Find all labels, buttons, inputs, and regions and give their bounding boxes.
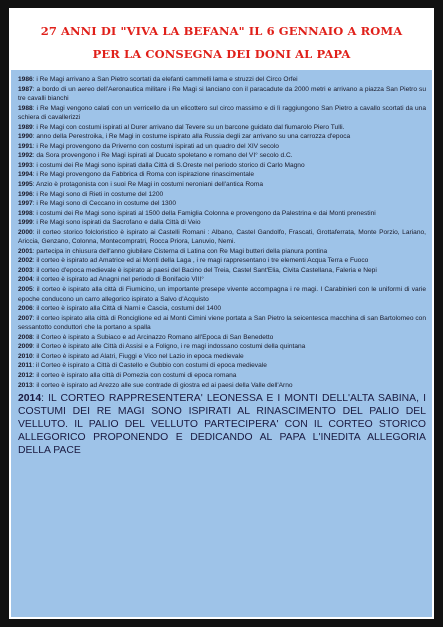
entry-year: 1994 [18,171,33,179]
entry-year: 1999 [18,219,33,227]
entry-text: : il corteo d'epoca medievale è ispirato ai paesi del Bacino del Treia, Castel Sant'Elia, Civita Castellana, Faleria e Nepi [32,266,377,274]
entry-text: : il corteo è ispirato ad Arezzo alle sue contrade di giostra ed ai paesi della Valle dell'Arno [32,381,293,389]
entry-year: 2011 [18,362,33,370]
chronology-entry [18,352,426,362]
entry-year: 1997 [18,200,33,208]
entry-text: : il corteo è ispirato alla città di Fiumicino, un importante presepe vivente accompagna i re magi. I Carabinieri con le uniformi di varie epoche conducono un carro allegorico ispirato a Salvo d'Acquisto [18,286,426,303]
entry-year: 2001 [18,247,33,255]
chronology-entry [18,170,426,180]
final-entry [18,392,426,457]
entry-text: : partecipa in chiusura dell'anno giubilare Cisterna di Latina con Re Magi butteri della pianura pontina [32,247,328,255]
entry-text: : il Corteo è ispirato a Città di Castello e Gubbio con costumi di epoca medievale [32,362,267,370]
entry-text: : i Re Magi sono di Ceccano in costume del 1300 [32,200,176,208]
chronology-entry [18,218,426,228]
entry-year: 1996 [18,190,33,198]
chronology-entry [18,75,426,85]
chronology-entry [18,228,426,247]
entry-text: : il corteo ispirato alla città di Ronciglione ed ai Monti Cimini viene portata a San Pietro la seicentesca macchina di san Bartolomeo con sessantotto conduttori che la portano a spalla [18,314,426,332]
entry-year: 1989 [18,123,33,131]
entry-text: : i Re Magi sono ispirati da Sacrofano e dalla Città di Veio [32,219,201,227]
entry-year: 1986 [18,76,33,83]
chronology-entry [18,199,426,209]
chronology-entry [18,333,426,343]
entry-year: 2004 [18,276,33,284]
entry-year: 2003 [18,266,33,274]
chronology-entry [18,361,426,371]
final-entry-year: 2014 [18,393,42,405]
entry-text: : i costumi dei Re Magi sono ispirati dalla Città di S.Oreste nel periodo storico di Carlo Magno [32,161,305,169]
entry-year: 2012 [18,371,33,379]
chronology-entry [18,132,426,142]
chronology-entry [18,104,426,123]
entry-text: : il Corteo è ispirato a Subiaco e ad Arcinazzo Romano all'Epoca di San Benedetto [32,333,274,341]
chronology-entry [18,275,426,285]
entry-year: 1988 [18,104,33,112]
entry-year: 1998 [18,209,33,217]
chronology-entry [18,314,426,333]
entry-text: : i Re Magi vengono calati con un verricello da un elicottero sul circo massimo e di lì raggiungono San Pietro a cavallo scortati da una schiera di cavallerizzi [18,104,426,122]
entry-text: : il corteo storico folcloristico è ispirato ai Castelli Romani : Albano, Castel Gandolfo, Frascati, Grottaferrata, Monte Porzio, Lariano, Ariccia, Genzano, Colonna, Montecompratri, Rocca Priora, Lanuvio, Nemi. [18,228,426,246]
entry-text: : anno della Perestroika, i Re Magi in costume ispirato alla Russia degli zar arrivano su una carrozza d'epoca [32,133,351,141]
chronology-entry [18,371,426,381]
chronology-entry [18,247,426,257]
chronology-list [18,75,426,467]
chronology-entry [18,161,426,171]
entry-text: : il corteo è ispirato alla città di Pomezia con costumi di epoca romana [32,371,237,379]
entry-text: : il Corteo è ispirato alle Città di Assisi e a Foligno, i re magi indossano costumi della quintana [32,343,306,351]
chronology-entry [18,342,426,352]
chronology-entry [18,381,426,391]
entry-text: : a bordo di un aereo dell'Aeronautica militare i Re Magi si lanciano con il paracadute da 2000 metri e arrivano a piazza San Pietro su tre cavalli bianchi [18,85,426,103]
entry-text: : da Sora provengono i Re Magi ispirati al Ducato spoletano e romano del VI° secolo d.C. [32,152,293,160]
entry-year: 1990 [18,133,33,141]
entry-text: : i Re Magi arrivano a San Pietro scortati da elefanti cammelli lama e struzzi del Circo Orfei [32,76,298,83]
poster [9,8,434,619]
entry-year: 1992 [18,152,33,160]
entry-year: 2013 [18,381,33,389]
entry-year: 2007 [18,314,33,322]
chronology-entry [18,266,426,276]
chronology-entry [18,285,426,304]
entry-year: 2005 [18,286,33,294]
entry-year: 2010 [18,352,33,360]
entry-year: 1987 [18,85,33,93]
entry-year: 2009 [18,343,33,351]
entry-text: : i Re Magi provengono da Fabbrica di Roma con ispirazione rinascimentale [32,171,255,179]
chronology-entry [18,151,426,161]
title-line-1: 27 ANNI DI "VIVA LA BEFANA" IL 6 GENNAIO A ROMA [40,24,403,38]
entry-year: 1995 [18,181,33,189]
entry-text: : i Re Magi sono di Rieti in costume del 1200 [32,190,164,198]
entry-year: 2008 [18,333,33,341]
entry-year: 2000 [18,228,33,236]
chronology-entry [18,180,426,190]
chronology-entry [18,256,426,266]
entry-text: : il Corteo è ispirato ad Alatri, Fiuggi e Vico nel Lazio in epoca medievale [32,352,244,360]
entry-text: : i Re Magi con costumi ispirati al Durer arrivano dal Tevere su un barcone guidato dal fiumarolo Piero Tulli. [32,123,345,131]
chronology-entry [18,209,426,219]
entry-text: : il corteo è ispirato ad Amatrice ed ai Monti della Laga , i re magi rappresentano i tre elementi Acqua Terra e Fuoco [32,257,369,265]
chronology-entry [18,142,426,152]
entry-year: 1991 [18,142,33,150]
entry-text: : il corteo è ispirato alla Città di Narni e Cascia, costumi del 1400 [32,305,222,313]
final-entry-text: : IL CORTEO RAPPRESENTERA' LEONESSA E I MONTI DELL'ALTA SABINA, I COSTUMI DEI RE MAGI SONO ISPIRATI AL RINASCIMENTO DEL PALIO DEL VELLUTO. IL PALIO DEL VELLUTO PARTECIPERA' CON IL CORTEO STORICO ALLEGORICO PROPONENDO E DEDICANDO AL PAPA L'INEDITA ALLEGORIA DELLA PACE [18,393,426,457]
poster-header [9,8,434,70]
chronology-entry [18,304,426,314]
entry-text: : il corteo è ispirato ad Anagni nel periodo di Bonifacio VIII° [32,276,204,284]
entry-text: : Anzio è protagonista con i suoi Re Magi in costumi neroniani dell'antica Roma [32,181,264,189]
entry-year: 2006 [18,305,33,313]
entry-text: : i costumi dei Re Magi sono ispirati al 1500 della Famiglia Colonna e provengono da Palestrina e dai Monti prenestini [32,209,376,217]
entry-text: : i Re Magi provengono da Priverno con costumi ispirati ad un quadro del XIV secolo [32,142,279,150]
entry-year: 1993 [18,161,33,169]
chronology-entry [18,190,426,200]
chronology-panel [11,70,432,617]
title-line-2: PER LA CONSEGNA DEI DONI AL PAPA [92,47,351,61]
chronology-entry [18,123,426,133]
entry-year: 2002 [18,257,33,265]
chronology-entry [18,85,426,104]
